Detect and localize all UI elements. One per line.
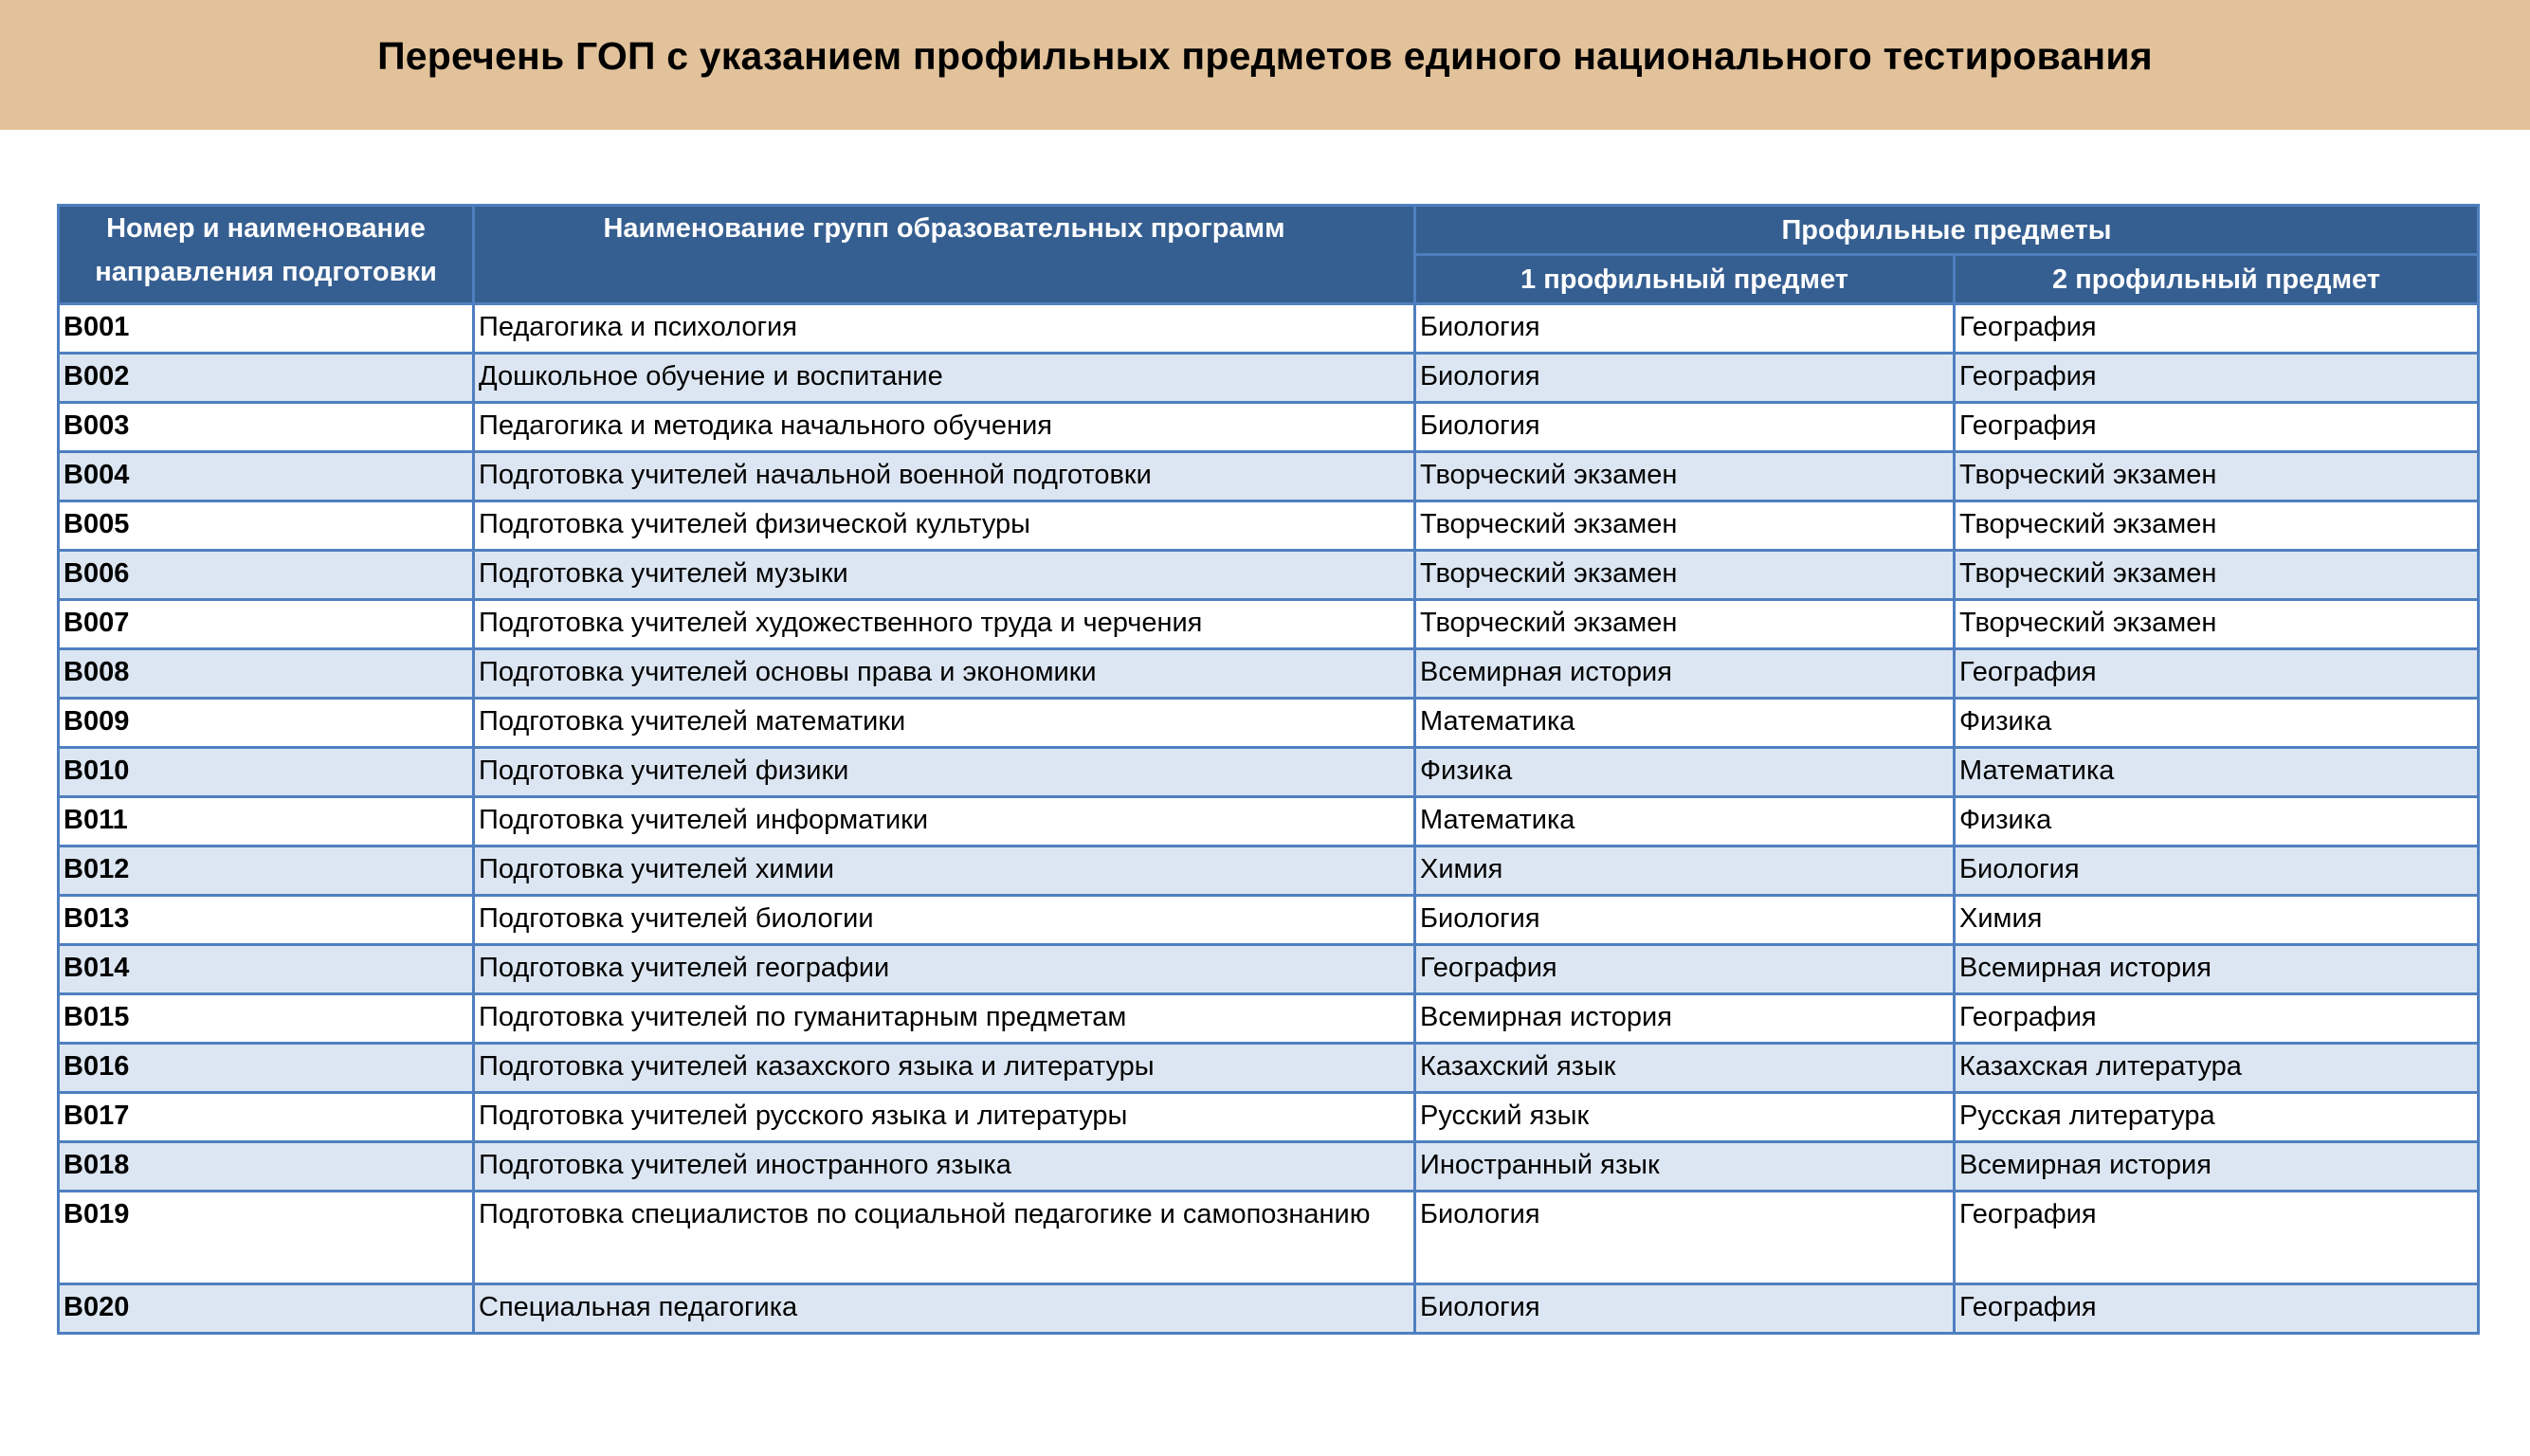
- row-code: B012: [59, 846, 474, 896]
- row-code: B017: [59, 1093, 474, 1142]
- title-band: [0, 0, 2530, 130]
- table-row: [59, 748, 2479, 797]
- row-subject-1: Биология: [1415, 1192, 1955, 1284]
- row-subject-1: Русский язык: [1415, 1093, 1955, 1142]
- row-name: Подготовка учителей основы права и экономики: [474, 649, 1415, 699]
- row-subject-2: Биология: [1955, 846, 2479, 896]
- row-subject-2: Творческий экзамен: [1955, 551, 2479, 600]
- page-title: Перечень ГОП с указанием профильных предметов единого национального тестирования: [377, 34, 2153, 78]
- row-subject-1: Казахский язык: [1415, 1044, 1955, 1093]
- table-row: [59, 1284, 2479, 1334]
- table-row: [59, 699, 2479, 748]
- row-code: B018: [59, 1142, 474, 1192]
- table-row: [59, 896, 2479, 945]
- table-row: [59, 649, 2479, 699]
- row-subject-1: Творческий экзамен: [1415, 551, 1955, 600]
- table-row: [59, 1044, 2479, 1093]
- row-name: Подготовка специалистов по социальной педагогике и самопознанию: [474, 1192, 1415, 1284]
- row-code: B008: [59, 649, 474, 699]
- row-subject-1: Биология: [1415, 354, 1955, 403]
- row-code: B005: [59, 501, 474, 551]
- header-profile-subjects: Профильные предметы: [1415, 206, 2479, 255]
- row-subject-2: Русская литература: [1955, 1093, 2479, 1142]
- table-row: [59, 994, 2479, 1044]
- row-name: Подготовка учителей географии: [474, 945, 1415, 994]
- row-subject-2: Творческий экзамен: [1955, 600, 2479, 649]
- row-subject-1: Творческий экзамен: [1415, 501, 1955, 551]
- table-row: [59, 1093, 2479, 1142]
- row-name: Подготовка учителей музыки: [474, 551, 1415, 600]
- row-code: B016: [59, 1044, 474, 1093]
- row-name: Подготовка учителей русского языка и литературы: [474, 1093, 1415, 1142]
- table-row: [59, 551, 2479, 600]
- row-name: Специальная педагогика: [474, 1284, 1415, 1334]
- row-subject-1: Биология: [1415, 403, 1955, 452]
- row-subject-1: Творческий экзамен: [1415, 452, 1955, 501]
- row-code: B010: [59, 748, 474, 797]
- row-code: B004: [59, 452, 474, 501]
- table-row: [59, 846, 2479, 896]
- row-name: Подготовка учителей биологии: [474, 896, 1415, 945]
- row-subject-2: География: [1955, 354, 2479, 403]
- row-subject-1: Математика: [1415, 797, 1955, 846]
- table-row: [59, 1192, 2479, 1284]
- table-row: [59, 501, 2479, 551]
- row-name: Подготовка учителей казахского языка и литературы: [474, 1044, 1415, 1093]
- row-subject-2: Математика: [1955, 748, 2479, 797]
- row-name: Подготовка учителей художественного труда и черчения: [474, 600, 1415, 649]
- table-row: [59, 1142, 2479, 1192]
- row-subject-2: Творческий экзамен: [1955, 501, 2479, 551]
- row-subject-1: Всемирная история: [1415, 649, 1955, 699]
- row-name: Подготовка учителей физики: [474, 748, 1415, 797]
- row-subject-2: География: [1955, 649, 2479, 699]
- row-subject-2: География: [1955, 994, 2479, 1044]
- header-subject-1: 1 профильный предмет: [1415, 255, 1955, 304]
- row-code: B003: [59, 403, 474, 452]
- row-subject-1: Биология: [1415, 1284, 1955, 1334]
- table-row: [59, 797, 2479, 846]
- row-code: B011: [59, 797, 474, 846]
- row-subject-2: Всемирная история: [1955, 1142, 2479, 1192]
- row-subject-1: Биология: [1415, 896, 1955, 945]
- table-row: [59, 354, 2479, 403]
- row-subject-1: Творческий экзамен: [1415, 600, 1955, 649]
- table-row: [59, 600, 2479, 649]
- row-name: Подготовка учителей химии: [474, 846, 1415, 896]
- header-group-name: Наименование групп образовательных программ: [474, 206, 1415, 304]
- row-name: Дошкольное обучение и воспитание: [474, 354, 1415, 403]
- row-code: B019: [59, 1192, 474, 1284]
- row-subject-1: Математика: [1415, 699, 1955, 748]
- row-code: B009: [59, 699, 474, 748]
- row-subject-1: Всемирная история: [1415, 994, 1955, 1044]
- gop-table: [57, 204, 2480, 1335]
- row-code: B001: [59, 304, 474, 354]
- header-direction: Номер и наименование направления подготовки: [59, 206, 474, 304]
- row-name: Подготовка учителей физической культуры: [474, 501, 1415, 551]
- row-subject-2: География: [1955, 304, 2479, 354]
- row-name: Подготовка учителей информатики: [474, 797, 1415, 846]
- row-name: Подготовка учителей начальной военной подготовки: [474, 452, 1415, 501]
- row-code: B013: [59, 896, 474, 945]
- row-name: Подготовка учителей по гуманитарным предметам: [474, 994, 1415, 1044]
- table-row: [59, 945, 2479, 994]
- row-subject-2: Физика: [1955, 797, 2479, 846]
- row-subject-1: Физика: [1415, 748, 1955, 797]
- header-subject-2: 2 профильный предмет: [1955, 255, 2479, 304]
- row-code: B002: [59, 354, 474, 403]
- row-subject-2: Творческий экзамен: [1955, 452, 2479, 501]
- row-name: Педагогика и методика начального обучения: [474, 403, 1415, 452]
- row-subject-1: Иностранный язык: [1415, 1142, 1955, 1192]
- table-row: [59, 452, 2479, 501]
- table-row: [59, 403, 2479, 452]
- row-code: B020: [59, 1284, 474, 1334]
- row-code: B014: [59, 945, 474, 994]
- row-name: Педагогика и психология: [474, 304, 1415, 354]
- row-subject-2: География: [1955, 403, 2479, 452]
- row-code: B015: [59, 994, 474, 1044]
- row-subject-2: География: [1955, 1192, 2479, 1284]
- row-code: B006: [59, 551, 474, 600]
- row-subject-2: Всемирная история: [1955, 945, 2479, 994]
- row-subject-2: География: [1955, 1284, 2479, 1334]
- row-name: Подготовка учителей иностранного языка: [474, 1142, 1415, 1192]
- row-subject-1: Биология: [1415, 304, 1955, 354]
- row-subject-1: Химия: [1415, 846, 1955, 896]
- row-subject-2: Казахская литература: [1955, 1044, 2479, 1093]
- table-row: [59, 304, 2479, 354]
- row-subject-2: Химия: [1955, 896, 2479, 945]
- row-name: Подготовка учителей математики: [474, 699, 1415, 748]
- row-subject-2: Физика: [1955, 699, 2479, 748]
- row-code: B007: [59, 600, 474, 649]
- row-subject-1: География: [1415, 945, 1955, 994]
